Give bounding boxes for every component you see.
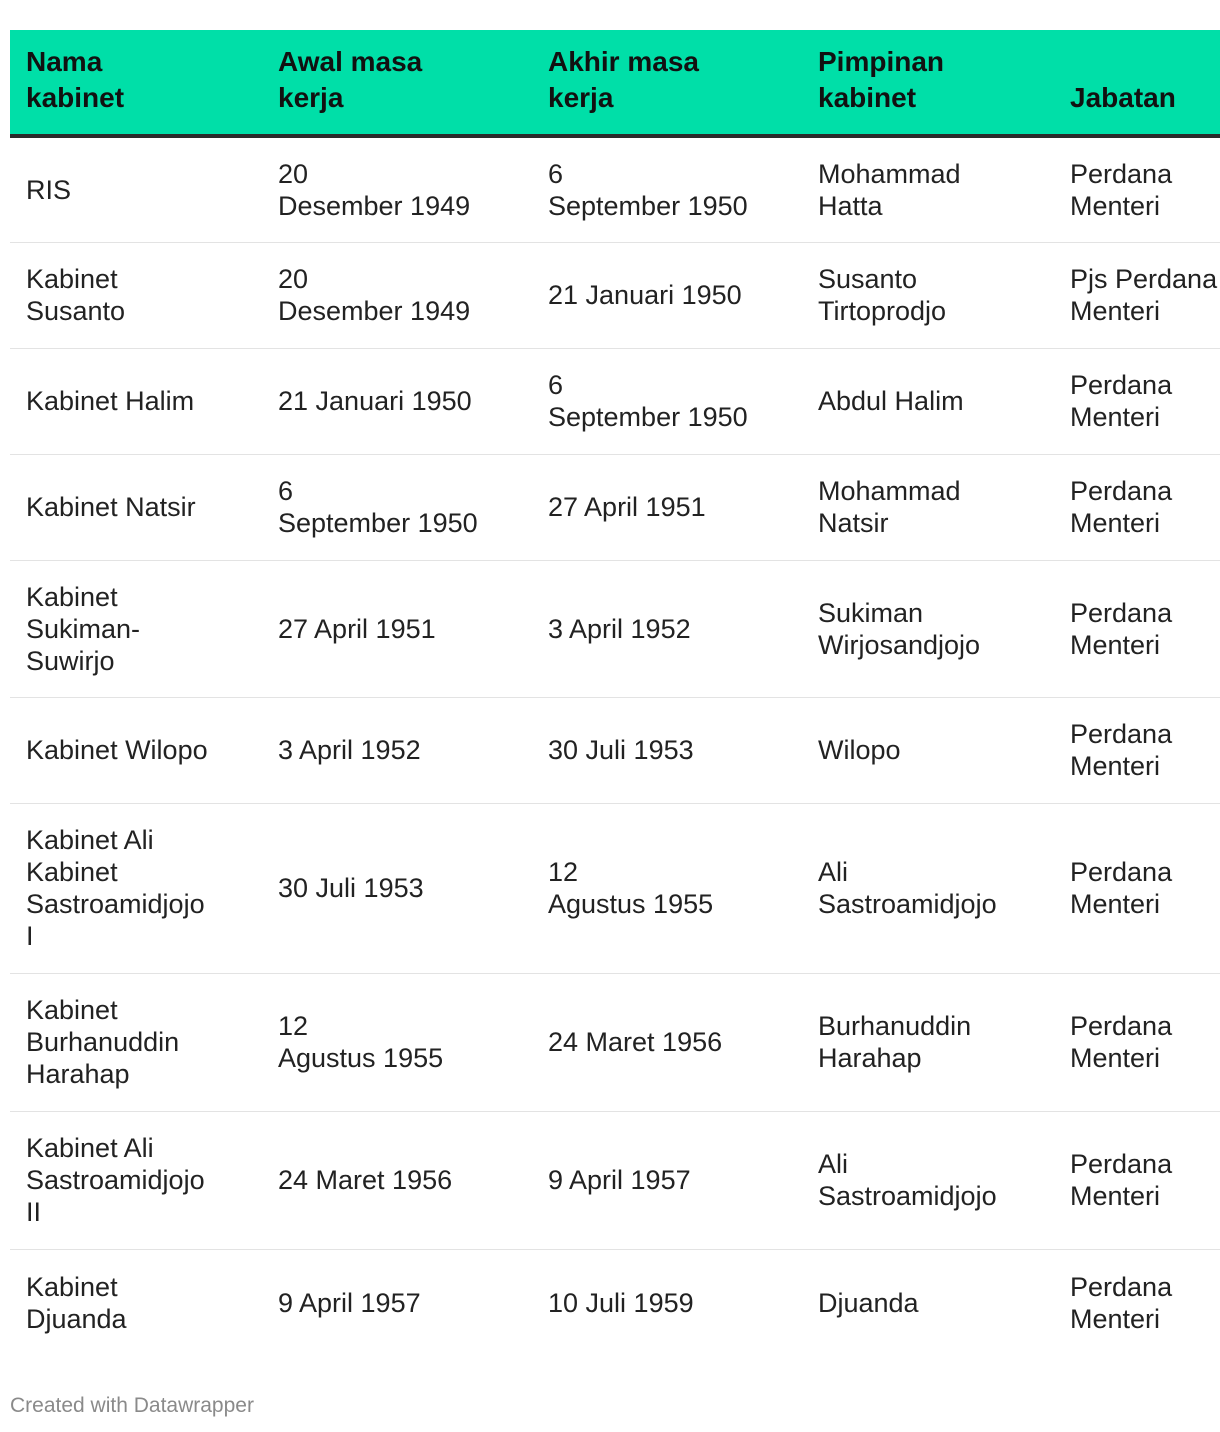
cabinet-table-container bbox=[10, 30, 1220, 1357]
cell-nama: Kabinet Djuanda bbox=[26, 1272, 127, 1335]
cell-akhir: 3 April 1952 bbox=[532, 560, 802, 697]
table-row bbox=[10, 803, 1220, 973]
cell-awal: 9 April 1957 bbox=[278, 1288, 421, 1319]
cell-pimpinan: Djuanda bbox=[818, 1288, 919, 1319]
cell-nama: Kabinet Wilopo bbox=[10, 697, 262, 803]
cell-pimpinan: Mohammad Natsir bbox=[802, 454, 1054, 560]
table-row bbox=[10, 1249, 1220, 1357]
cell-pimpinan: Sukiman Wirjosandjojo bbox=[802, 560, 1054, 697]
cell-pimpinan: Wilopo bbox=[802, 697, 1054, 803]
cell-jabatan: Perdana Menteri bbox=[1054, 560, 1220, 697]
table-row bbox=[10, 973, 1220, 1111]
header-nama-kabinet[interactable]: Nama kabinet bbox=[10, 30, 262, 136]
cell-akhir: 10 Juli 1959 bbox=[548, 1288, 694, 1319]
cell-akhir: 6 September 1950 bbox=[532, 136, 802, 242]
header-akhir-masa-kerja[interactable]: Akhir masa kerja bbox=[532, 30, 802, 136]
cell-jabatan: Perdana Menteri bbox=[1054, 136, 1220, 242]
header-awal-masa-kerja[interactable]: Awal masa kerja bbox=[262, 30, 532, 136]
cell-akhir: 6 September 1950 bbox=[532, 348, 802, 454]
cell-pimpinan: Ali Sastroamidjojo bbox=[802, 803, 1054, 973]
header-pimpinan-kabinet[interactable]: Pimpinan kabinet bbox=[802, 30, 1054, 136]
cell-nama: Kabinet Ali Kabinet Sastroamidjojo I bbox=[10, 803, 262, 973]
cell-nama: Kabinet Sukiman- Suwirjo bbox=[10, 560, 262, 697]
cell-akhir: 9 April 1957 bbox=[532, 1111, 802, 1249]
cell-jabatan: Perdana Menteri bbox=[1070, 1272, 1173, 1335]
cell-akhir: 24 Maret 1956 bbox=[532, 973, 802, 1111]
cell-jabatan: Perdana Menteri bbox=[1054, 348, 1220, 454]
table-row bbox=[10, 1111, 1220, 1249]
cell-nama: Kabinet Susanto bbox=[10, 242, 262, 348]
cell-pimpinan: Mohammad Hatta bbox=[802, 136, 1054, 242]
cell-pimpinan: Burhanuddin Harahap bbox=[802, 973, 1054, 1111]
table-row bbox=[10, 348, 1220, 454]
cell-akhir: 21 Januari 1950 bbox=[532, 242, 802, 348]
cell-nama: Kabinet Burhanuddin Harahap bbox=[10, 973, 262, 1111]
cell-pimpinan: Susanto Tirtoprodjo bbox=[802, 242, 1054, 348]
cell-awal: 30 Juli 1953 bbox=[262, 803, 532, 973]
cell-awal: 3 April 1952 bbox=[262, 697, 532, 803]
cell-jabatan: Perdana Menteri bbox=[1054, 973, 1220, 1111]
cell-awal: 20 Desember 1949 bbox=[262, 242, 532, 348]
cell-pimpinan: Ali Sastroamidjojo bbox=[802, 1111, 1054, 1249]
table-body bbox=[10, 136, 1220, 1357]
cell-akhir: 30 Juli 1953 bbox=[532, 697, 802, 803]
cell-nama: RIS bbox=[10, 136, 262, 242]
cell-jabatan: Pjs Perdana Menteri bbox=[1054, 242, 1220, 348]
footer-credit: Created with Datawrapper bbox=[10, 1394, 254, 1417]
cell-nama: Kabinet Ali Sastroamidjojo II bbox=[10, 1111, 262, 1249]
cell-jabatan: Perdana Menteri bbox=[1054, 1111, 1220, 1249]
cell-pimpinan: Abdul Halim bbox=[802, 348, 1054, 454]
cell-awal: 20 Desember 1949 bbox=[262, 136, 532, 242]
header-jabatan[interactable]: Jabatan bbox=[1054, 30, 1220, 136]
cabinet-table bbox=[10, 30, 1220, 1357]
table-row bbox=[10, 136, 1220, 242]
cell-jabatan: Perdana Menteri bbox=[1054, 697, 1220, 803]
cell-awal: 21 Januari 1950 bbox=[262, 348, 532, 454]
cell-jabatan: Perdana Menteri bbox=[1054, 454, 1220, 560]
cell-nama: Kabinet Natsir bbox=[10, 454, 262, 560]
header-row bbox=[10, 30, 1220, 136]
cell-nama: Kabinet Halim bbox=[10, 348, 262, 454]
cell-awal: 6 September 1950 bbox=[262, 454, 532, 560]
cell-akhir: 12 Agustus 1955 bbox=[532, 803, 802, 973]
table-row bbox=[10, 697, 1220, 803]
cell-awal: 27 April 1951 bbox=[262, 560, 532, 697]
cell-jabatan: Perdana Menteri bbox=[1054, 803, 1220, 973]
cell-akhir: 27 April 1951 bbox=[532, 454, 802, 560]
table-header bbox=[10, 30, 1220, 136]
table-row bbox=[10, 454, 1220, 560]
table-row bbox=[10, 242, 1220, 348]
cell-awal: 12 Agustus 1955 bbox=[262, 973, 532, 1111]
cell-awal: 24 Maret 1956 bbox=[262, 1111, 532, 1249]
table-row bbox=[10, 560, 1220, 697]
